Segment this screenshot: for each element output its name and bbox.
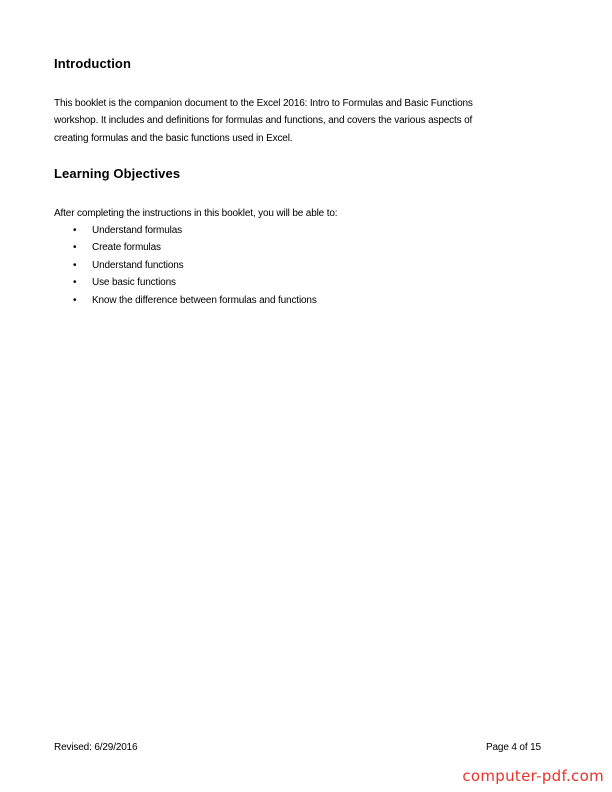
footer-revised-date: Revised: 6/29/2016 <box>54 742 138 753</box>
introduction-heading: Introduction <box>54 56 132 71</box>
objectives-list <box>54 222 317 309</box>
bullet-icon: • <box>73 294 77 306</box>
list-item: • Understand formulas <box>54 222 317 239</box>
objectives-lead-text: After completing the instructions in this booklet, you will be able to: <box>54 208 338 219</box>
introduction-paragraph <box>54 95 544 147</box>
introduction-line: workshop. It includes and definitions for formulas and functions, and covers the various aspects of <box>54 115 473 127</box>
bullet-icon: • <box>73 259 77 271</box>
list-item: • Create formulas <box>54 239 317 256</box>
bullet-icon: • <box>73 242 77 254</box>
list-item: • Know the difference between formulas and functions <box>54 292 317 309</box>
watermark-link[interactable]: computer-pdf.com <box>462 767 604 785</box>
bullet-icon: • <box>73 277 77 289</box>
introduction-line: This booklet is the companion document to the Excel 2016: Intro to Formulas and Basic Functions <box>54 98 473 109</box>
learning-objectives-heading: Learning Objectives <box>54 166 181 181</box>
footer-page-number: Page 4 of 15 <box>486 742 541 753</box>
list-item: • Understand functions <box>54 257 317 274</box>
bullet-icon: • <box>73 225 77 236</box>
list-item: • Use basic functions <box>54 274 317 291</box>
introduction-line: creating formulas and the basic functions used in Excel. <box>54 132 293 144</box>
